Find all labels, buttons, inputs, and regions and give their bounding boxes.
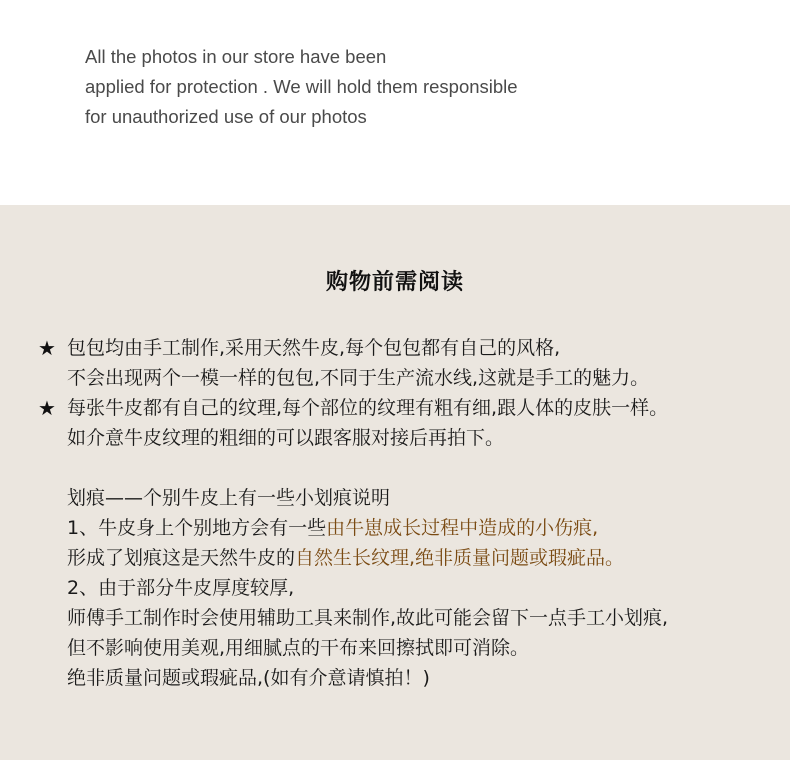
copyright-notice: [85, 42, 605, 132]
scratch-point-2: [38, 573, 783, 603]
guide-text: 不会出现两个一模一样的包包,不同于生产流水线,这就是手工的魅力。: [67, 367, 650, 389]
guide-content: [38, 333, 783, 693]
guide-item-handmade-cont: [38, 363, 783, 393]
guide-text: 师傅手工制作时会使用辅助工具来制作,故此可能会留下一点手工小划痕,: [67, 607, 669, 629]
highlight-text: 由牛崽成长过程中造成的小伤痕,: [326, 517, 599, 539]
shopping-guide-section: [0, 205, 790, 760]
scratch-disclaimer: [38, 663, 783, 693]
guide-item-handmade: [38, 333, 783, 363]
scratch-point-1: [38, 513, 783, 543]
guide-text: 绝非质量问题或瑕疵品,(如有介意请慎拍！): [67, 667, 430, 689]
guide-text: 包包均由手工制作,采用天然牛皮,每个包包都有自己的风格,: [67, 337, 561, 359]
guide-item-texture-cont: [38, 423, 783, 453]
spacer: [38, 453, 783, 483]
guide-text: 形成了划痕这是天然牛皮的: [67, 547, 296, 569]
scratch-point-2-cont: [38, 603, 783, 633]
scratch-point-1-cont: [38, 543, 783, 573]
guide-text: 1、牛皮身上个别地方会有一些: [67, 517, 327, 539]
guide-text: 2、由于部分牛皮厚度较厚,: [67, 577, 295, 599]
guide-item-texture: [38, 393, 783, 423]
guide-text: 如介意牛皮纹理的粗细的可以跟客服对接后再拍下。: [67, 427, 505, 449]
star-icon: ★: [38, 336, 56, 360]
guide-text: 每张牛皮都有自己的纹理,每个部位的纹理有粗有细,跟人体的皮肤一样。: [67, 397, 669, 419]
notice-line: for unauthorized use of our photos: [85, 106, 367, 127]
notice-line: applied for protection . We will hold them responsible: [85, 76, 518, 97]
guide-text: 但不影响使用美观,用细腻点的干布来回擦拭即可消除。: [67, 637, 530, 659]
scratch-heading: [38, 483, 783, 513]
scratch-point-2-cont: [38, 633, 783, 663]
copyright-section: [0, 0, 790, 205]
scratch-heading-text: 划痕——个别牛皮上有一些小划痕说明: [67, 487, 391, 509]
notice-line: All the photos in our store have been: [85, 46, 387, 67]
star-icon: ★: [38, 396, 56, 420]
section-title: 购物前需阅读: [325, 270, 464, 295]
highlight-text: 自然生长纹理,绝非质量问题或瑕疵品。: [295, 547, 625, 569]
